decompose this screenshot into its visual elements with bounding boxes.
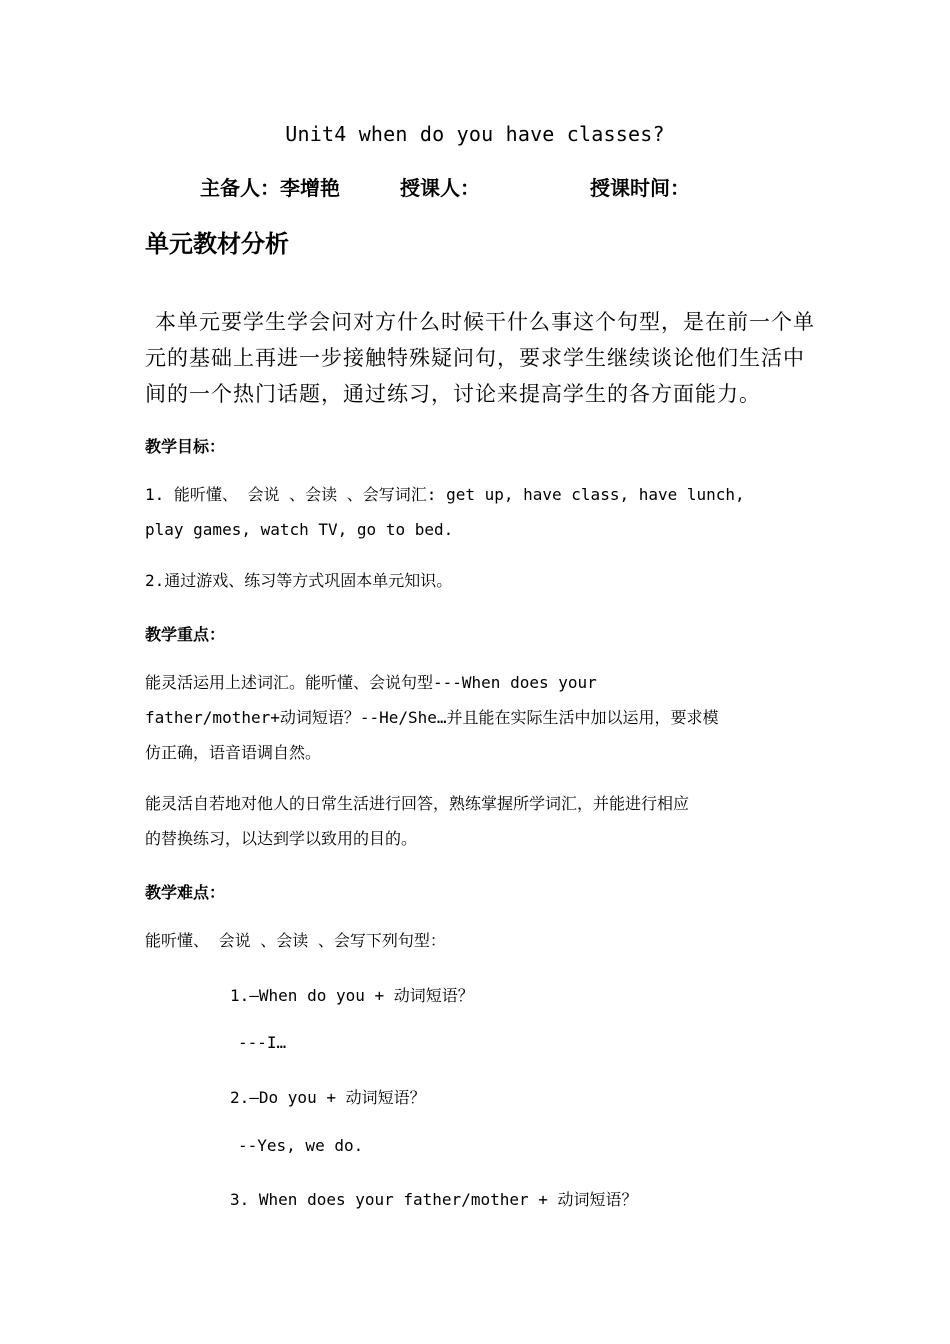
preparer-field: 主备人：李增艳 — [200, 176, 340, 200]
section-heading: 单元教材分析 — [145, 230, 289, 258]
goals-item1-line2: play games, watch TV, go to bed. — [145, 520, 454, 539]
key-points-p1-line2: father/mother+动词短语？--He/She…并且能在实际生活中加以运用，要求模 — [145, 708, 719, 727]
sentence-pattern-2-answer: --Yes, we do. — [238, 1136, 364, 1155]
difficulties-label: 教学难点： — [145, 883, 226, 902]
document-title: Unit4 when do you have classes? — [285, 122, 665, 146]
difficulties-intro: 能听懂、 会说 、会读 、会写下列句型： — [145, 931, 446, 950]
sentence-pattern-1: 1.—When do you + 动词短语？ — [230, 986, 474, 1005]
goals-label: 教学目标： — [145, 437, 226, 456]
key-points-p1-line3: 仿正确，语音语调自然。 — [145, 743, 322, 762]
key-points-p2-line2: 的替换练习，以达到学以致用的目的。 — [145, 829, 418, 848]
key-points-p1-line1: 能灵活运用上述词汇。能听懂、会说句型---When does your — [145, 673, 597, 692]
sentence-pattern-2: 2.—Do you + 动词短语？ — [230, 1088, 426, 1107]
sentence-pattern-1-answer: ---I… — [238, 1033, 287, 1052]
key-points-p2-line1: 能灵活自若地对他人的日常生活进行回答，熟练掌握所学词汇，并能进行相应 — [145, 794, 690, 813]
goals-item2: 2.通过游戏、练习等方式巩固本单元知识。 — [145, 571, 453, 590]
key-points-label: 教学重点： — [145, 625, 226, 644]
intro-paragraph: 本单元要学生学会问对方什么时候干什么事这个句型，是在前一个单元的基础上再进一步接触特殊疑问句，要求学生继续谈论他们生活中间的一个热门话题，通过练习，讨论来提高学生的各方面能力。 — [145, 310, 815, 406]
teacher-field: 授课人： — [400, 176, 480, 200]
goals-item1-line1: 1. 能听懂、 会说 、会读 、会写词汇: get up, have class, have lunch, — [145, 485, 745, 504]
time-field: 授课时间： — [590, 176, 690, 200]
sentence-pattern-3: 3. When does your father/mother + 动词短语？ — [230, 1190, 638, 1209]
